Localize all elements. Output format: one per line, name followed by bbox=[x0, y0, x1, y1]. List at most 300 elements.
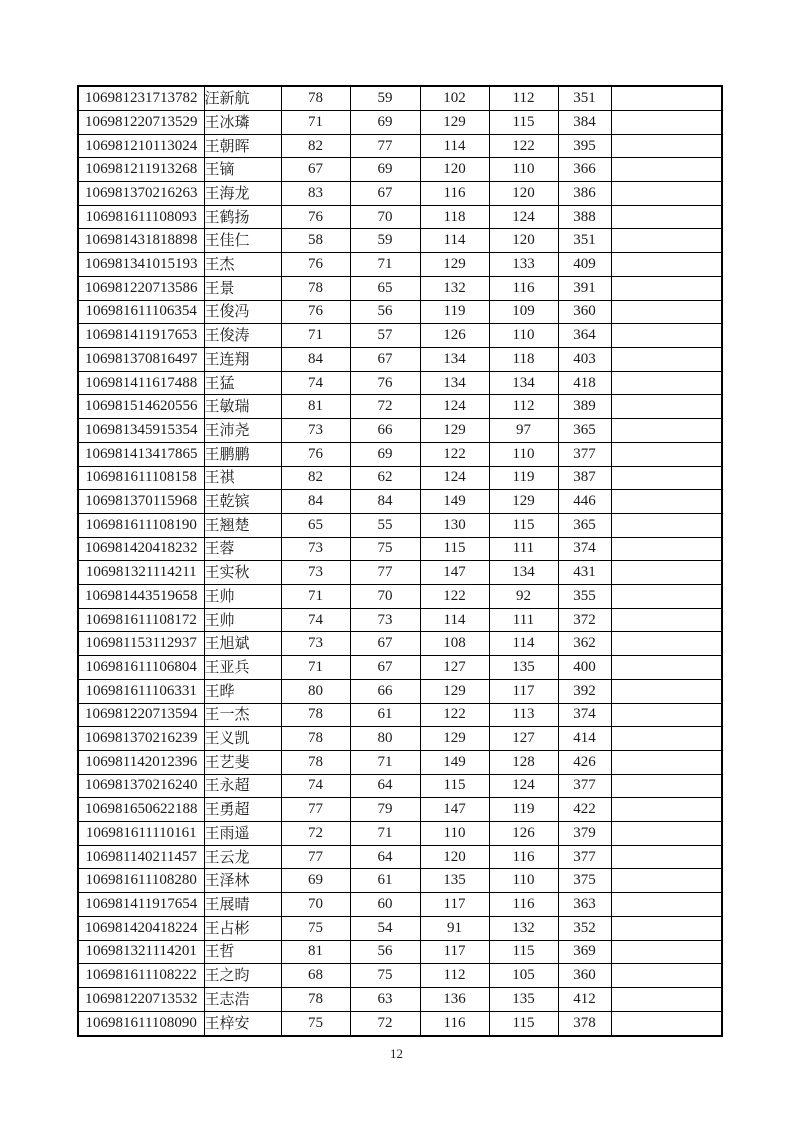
score-2-cell: 79 bbox=[350, 798, 420, 822]
name-cell: 王一杰 bbox=[204, 703, 281, 727]
candidate-id-cell: 106981611108158 bbox=[78, 466, 204, 490]
notes-cell bbox=[611, 916, 722, 940]
score-1-cell: 84 bbox=[281, 347, 350, 371]
name-cell: 王敏瑞 bbox=[204, 395, 281, 419]
name-cell: 王勇超 bbox=[204, 798, 281, 822]
score-4-cell: 110 bbox=[489, 869, 558, 893]
score-2-cell: 63 bbox=[350, 987, 420, 1011]
score-2-cell: 70 bbox=[350, 585, 420, 609]
notes-cell bbox=[611, 822, 722, 846]
name-cell: 王占彬 bbox=[204, 916, 281, 940]
notes-cell bbox=[611, 750, 722, 774]
score-4-cell: 112 bbox=[489, 395, 558, 419]
score-3-cell: 149 bbox=[420, 750, 489, 774]
name-cell: 王海龙 bbox=[204, 182, 281, 206]
total-cell: 375 bbox=[558, 869, 611, 893]
score-2-cell: 72 bbox=[350, 395, 420, 419]
total-cell: 351 bbox=[558, 229, 611, 253]
table-row bbox=[78, 656, 722, 680]
score-3-cell: 114 bbox=[420, 134, 489, 158]
total-cell: 426 bbox=[558, 750, 611, 774]
candidate-id-cell: 106981370816497 bbox=[78, 347, 204, 371]
score-4-cell: 122 bbox=[489, 134, 558, 158]
notes-cell bbox=[611, 774, 722, 798]
table-row bbox=[78, 182, 722, 206]
candidate-id-cell: 106981611110161 bbox=[78, 822, 204, 846]
score-2-cell: 60 bbox=[350, 893, 420, 917]
candidate-id-cell: 106981611108090 bbox=[78, 1011, 204, 1036]
table-row bbox=[78, 513, 722, 537]
table-row bbox=[78, 110, 722, 134]
table-row bbox=[78, 845, 722, 869]
name-cell: 王帅 bbox=[204, 608, 281, 632]
score-1-cell: 84 bbox=[281, 490, 350, 514]
score-1-cell: 83 bbox=[281, 182, 350, 206]
notes-cell bbox=[611, 632, 722, 656]
candidate-id-cell: 106981370115968 bbox=[78, 490, 204, 514]
candidate-id-cell: 106981514620556 bbox=[78, 395, 204, 419]
score-2-cell: 61 bbox=[350, 869, 420, 893]
score-3-cell: 117 bbox=[420, 893, 489, 917]
candidate-id-cell: 106981142012396 bbox=[78, 750, 204, 774]
notes-cell bbox=[611, 608, 722, 632]
total-cell: 377 bbox=[558, 774, 611, 798]
name-cell: 王朝晖 bbox=[204, 134, 281, 158]
candidate-id-cell: 106981411917654 bbox=[78, 893, 204, 917]
score-1-cell: 73 bbox=[281, 419, 350, 443]
total-cell: 374 bbox=[558, 703, 611, 727]
name-cell: 王永超 bbox=[204, 774, 281, 798]
notes-cell bbox=[611, 798, 722, 822]
total-cell: 366 bbox=[558, 158, 611, 182]
score-1-cell: 76 bbox=[281, 300, 350, 324]
name-cell: 王蓉 bbox=[204, 537, 281, 561]
score-3-cell: 136 bbox=[420, 987, 489, 1011]
table-row bbox=[78, 490, 722, 514]
score-2-cell: 62 bbox=[350, 466, 420, 490]
score-1-cell: 74 bbox=[281, 371, 350, 395]
score-3-cell: 110 bbox=[420, 822, 489, 846]
score-2-cell: 76 bbox=[350, 371, 420, 395]
score-3-cell: 115 bbox=[420, 537, 489, 561]
score-1-cell: 75 bbox=[281, 1011, 350, 1036]
table-row bbox=[78, 774, 722, 798]
score-2-cell: 64 bbox=[350, 845, 420, 869]
candidate-id-cell: 106981611108093 bbox=[78, 205, 204, 229]
score-4-cell: 92 bbox=[489, 585, 558, 609]
score-4-cell: 128 bbox=[489, 750, 558, 774]
notes-cell bbox=[611, 419, 722, 443]
name-cell: 王哲 bbox=[204, 940, 281, 964]
score-4-cell: 124 bbox=[489, 205, 558, 229]
score-4-cell: 134 bbox=[489, 371, 558, 395]
candidate-id-cell: 106981411617488 bbox=[78, 371, 204, 395]
score-1-cell: 80 bbox=[281, 679, 350, 703]
score-3-cell: 129 bbox=[420, 253, 489, 277]
score-4-cell: 124 bbox=[489, 774, 558, 798]
score-1-cell: 77 bbox=[281, 845, 350, 869]
score-2-cell: 77 bbox=[350, 134, 420, 158]
score-4-cell: 111 bbox=[489, 608, 558, 632]
table-row bbox=[78, 229, 722, 253]
score-4-cell: 110 bbox=[489, 442, 558, 466]
candidate-id-cell: 106981413417865 bbox=[78, 442, 204, 466]
score-4-cell: 116 bbox=[489, 893, 558, 917]
name-cell: 王之昀 bbox=[204, 964, 281, 988]
name-cell: 王俊涛 bbox=[204, 324, 281, 348]
table-row bbox=[78, 324, 722, 348]
score-4-cell: 115 bbox=[489, 1011, 558, 1036]
score-4-cell: 119 bbox=[489, 466, 558, 490]
score-2-cell: 59 bbox=[350, 229, 420, 253]
total-cell: 422 bbox=[558, 798, 611, 822]
score-4-cell: 127 bbox=[489, 727, 558, 751]
score-1-cell: 77 bbox=[281, 798, 350, 822]
score-1-cell: 76 bbox=[281, 253, 350, 277]
score-1-cell: 78 bbox=[281, 86, 350, 110]
total-cell: 360 bbox=[558, 964, 611, 988]
candidate-id-cell: 106981370216239 bbox=[78, 727, 204, 751]
candidate-id-cell: 106981211913268 bbox=[78, 158, 204, 182]
table-row bbox=[78, 442, 722, 466]
name-cell: 王鹤扬 bbox=[204, 205, 281, 229]
score-1-cell: 70 bbox=[281, 893, 350, 917]
candidate-id-cell: 106981220713594 bbox=[78, 703, 204, 727]
table-row bbox=[78, 561, 722, 585]
table-row bbox=[78, 585, 722, 609]
score-4-cell: 132 bbox=[489, 916, 558, 940]
total-cell: 414 bbox=[558, 727, 611, 751]
total-cell: 387 bbox=[558, 466, 611, 490]
notes-cell bbox=[611, 490, 722, 514]
notes-cell bbox=[611, 300, 722, 324]
candidate-id-cell: 106981220713529 bbox=[78, 110, 204, 134]
score-3-cell: 129 bbox=[420, 419, 489, 443]
notes-cell bbox=[611, 86, 722, 110]
score-1-cell: 73 bbox=[281, 537, 350, 561]
score-2-cell: 67 bbox=[350, 656, 420, 680]
table-row bbox=[78, 964, 722, 988]
score-2-cell: 56 bbox=[350, 300, 420, 324]
score-1-cell: 78 bbox=[281, 703, 350, 727]
table-row bbox=[78, 987, 722, 1011]
table-row bbox=[78, 940, 722, 964]
candidate-id-cell: 106981420418232 bbox=[78, 537, 204, 561]
score-3-cell: 119 bbox=[420, 300, 489, 324]
notes-cell bbox=[611, 561, 722, 585]
candidate-id-cell: 106981420418224 bbox=[78, 916, 204, 940]
candidate-id-cell: 106981231713782 bbox=[78, 86, 204, 110]
score-1-cell: 71 bbox=[281, 110, 350, 134]
notes-cell bbox=[611, 347, 722, 371]
total-cell: 409 bbox=[558, 253, 611, 277]
total-cell: 377 bbox=[558, 442, 611, 466]
candidate-id-cell: 106981650622188 bbox=[78, 798, 204, 822]
candidate-id-cell: 106981611108172 bbox=[78, 608, 204, 632]
table-row bbox=[78, 869, 722, 893]
score-1-cell: 78 bbox=[281, 727, 350, 751]
score-3-cell: 116 bbox=[420, 1011, 489, 1036]
score-1-cell: 65 bbox=[281, 513, 350, 537]
score-1-cell: 58 bbox=[281, 229, 350, 253]
notes-cell bbox=[611, 964, 722, 988]
notes-cell bbox=[611, 442, 722, 466]
name-cell: 王帅 bbox=[204, 585, 281, 609]
score-1-cell: 72 bbox=[281, 822, 350, 846]
score-1-cell: 76 bbox=[281, 442, 350, 466]
notes-cell bbox=[611, 205, 722, 229]
table-row bbox=[78, 371, 722, 395]
score-3-cell: 135 bbox=[420, 869, 489, 893]
score-3-cell: 102 bbox=[420, 86, 489, 110]
notes-cell bbox=[611, 158, 722, 182]
total-cell: 412 bbox=[558, 987, 611, 1011]
notes-cell bbox=[611, 727, 722, 751]
table-row bbox=[78, 537, 722, 561]
total-cell: 384 bbox=[558, 110, 611, 134]
name-cell: 王翘楚 bbox=[204, 513, 281, 537]
notes-cell bbox=[611, 585, 722, 609]
score-4-cell: 111 bbox=[489, 537, 558, 561]
candidate-id-cell: 106981153112937 bbox=[78, 632, 204, 656]
score-2-cell: 66 bbox=[350, 679, 420, 703]
name-cell: 王实秋 bbox=[204, 561, 281, 585]
score-3-cell: 129 bbox=[420, 727, 489, 751]
name-cell: 王鹏鹏 bbox=[204, 442, 281, 466]
score-2-cell: 65 bbox=[350, 276, 420, 300]
score-4-cell: 116 bbox=[489, 276, 558, 300]
total-cell: 372 bbox=[558, 608, 611, 632]
score-1-cell: 76 bbox=[281, 205, 350, 229]
score-2-cell: 67 bbox=[350, 632, 420, 656]
name-cell: 王佳仁 bbox=[204, 229, 281, 253]
candidate-id-cell: 106981370216240 bbox=[78, 774, 204, 798]
name-cell: 王雨遥 bbox=[204, 822, 281, 846]
name-cell: 王镝 bbox=[204, 158, 281, 182]
score-2-cell: 66 bbox=[350, 419, 420, 443]
score-1-cell: 73 bbox=[281, 632, 350, 656]
name-cell: 王乾镔 bbox=[204, 490, 281, 514]
score-3-cell: 149 bbox=[420, 490, 489, 514]
score-4-cell: 133 bbox=[489, 253, 558, 277]
score-3-cell: 129 bbox=[420, 679, 489, 703]
score-3-cell: 91 bbox=[420, 916, 489, 940]
score-4-cell: 120 bbox=[489, 229, 558, 253]
total-cell: 386 bbox=[558, 182, 611, 206]
table-row bbox=[78, 750, 722, 774]
score-2-cell: 77 bbox=[350, 561, 420, 585]
table-row bbox=[78, 608, 722, 632]
score-4-cell: 115 bbox=[489, 513, 558, 537]
page-number: 12 bbox=[390, 1046, 403, 1061]
score-1-cell: 82 bbox=[281, 134, 350, 158]
notes-cell bbox=[611, 182, 722, 206]
score-2-cell: 73 bbox=[350, 608, 420, 632]
total-cell: 377 bbox=[558, 845, 611, 869]
total-cell: 392 bbox=[558, 679, 611, 703]
score-3-cell: 114 bbox=[420, 229, 489, 253]
score-2-cell: 69 bbox=[350, 110, 420, 134]
score-1-cell: 75 bbox=[281, 916, 350, 940]
table-row bbox=[78, 1011, 722, 1036]
score-3-cell: 114 bbox=[420, 608, 489, 632]
table-row bbox=[78, 86, 722, 110]
notes-cell bbox=[611, 987, 722, 1011]
score-4-cell: 110 bbox=[489, 158, 558, 182]
score-3-cell: 134 bbox=[420, 347, 489, 371]
table-row bbox=[78, 703, 722, 727]
score-2-cell: 80 bbox=[350, 727, 420, 751]
score-4-cell: 115 bbox=[489, 940, 558, 964]
score-1-cell: 67 bbox=[281, 158, 350, 182]
notes-cell bbox=[611, 324, 722, 348]
score-3-cell: 124 bbox=[420, 395, 489, 419]
score-3-cell: 129 bbox=[420, 110, 489, 134]
score-4-cell: 118 bbox=[489, 347, 558, 371]
notes-cell bbox=[611, 134, 722, 158]
total-cell: 352 bbox=[558, 916, 611, 940]
table-row bbox=[78, 679, 722, 703]
name-cell: 王旭斌 bbox=[204, 632, 281, 656]
notes-cell bbox=[611, 703, 722, 727]
score-3-cell: 120 bbox=[420, 158, 489, 182]
total-cell: 446 bbox=[558, 490, 611, 514]
total-cell: 395 bbox=[558, 134, 611, 158]
candidate-id-cell: 106981411917653 bbox=[78, 324, 204, 348]
notes-cell bbox=[611, 276, 722, 300]
score-2-cell: 67 bbox=[350, 347, 420, 371]
notes-cell bbox=[611, 845, 722, 869]
table-row bbox=[78, 822, 722, 846]
name-cell: 王祺 bbox=[204, 466, 281, 490]
table-row bbox=[78, 893, 722, 917]
total-cell: 363 bbox=[558, 893, 611, 917]
score-table-body bbox=[78, 86, 722, 1036]
score-4-cell: 119 bbox=[489, 798, 558, 822]
score-4-cell: 117 bbox=[489, 679, 558, 703]
total-cell: 391 bbox=[558, 276, 611, 300]
candidate-id-cell: 106981220713586 bbox=[78, 276, 204, 300]
notes-cell bbox=[611, 513, 722, 537]
notes-cell bbox=[611, 869, 722, 893]
total-cell: 379 bbox=[558, 822, 611, 846]
candidate-id-cell: 106981341015193 bbox=[78, 253, 204, 277]
score-2-cell: 71 bbox=[350, 750, 420, 774]
notes-cell bbox=[611, 679, 722, 703]
score-4-cell: 120 bbox=[489, 182, 558, 206]
score-1-cell: 78 bbox=[281, 276, 350, 300]
total-cell: 355 bbox=[558, 585, 611, 609]
score-1-cell: 68 bbox=[281, 964, 350, 988]
name-cell: 王梓安 bbox=[204, 1011, 281, 1036]
notes-cell bbox=[611, 656, 722, 680]
score-2-cell: 71 bbox=[350, 822, 420, 846]
name-cell: 王冰璘 bbox=[204, 110, 281, 134]
score-3-cell: 147 bbox=[420, 798, 489, 822]
score-3-cell: 124 bbox=[420, 466, 489, 490]
score-1-cell: 81 bbox=[281, 940, 350, 964]
score-2-cell: 69 bbox=[350, 158, 420, 182]
notes-cell bbox=[611, 893, 722, 917]
name-cell: 王艺斐 bbox=[204, 750, 281, 774]
notes-cell bbox=[611, 371, 722, 395]
score-4-cell: 113 bbox=[489, 703, 558, 727]
notes-cell bbox=[611, 1011, 722, 1036]
table-row bbox=[78, 134, 722, 158]
total-cell: 418 bbox=[558, 371, 611, 395]
candidate-id-cell: 106981611106804 bbox=[78, 656, 204, 680]
score-4-cell: 110 bbox=[489, 324, 558, 348]
name-cell: 王云龙 bbox=[204, 845, 281, 869]
score-1-cell: 82 bbox=[281, 466, 350, 490]
score-1-cell: 78 bbox=[281, 750, 350, 774]
total-cell: 351 bbox=[558, 86, 611, 110]
score-3-cell: 127 bbox=[420, 656, 489, 680]
score-1-cell: 69 bbox=[281, 869, 350, 893]
candidate-id-cell: 106981611108190 bbox=[78, 513, 204, 537]
name-cell: 王泽林 bbox=[204, 869, 281, 893]
score-3-cell: 118 bbox=[420, 205, 489, 229]
candidate-id-cell: 106981611108222 bbox=[78, 964, 204, 988]
score-3-cell: 120 bbox=[420, 845, 489, 869]
score-2-cell: 61 bbox=[350, 703, 420, 727]
name-cell: 王志浩 bbox=[204, 987, 281, 1011]
score-3-cell: 132 bbox=[420, 276, 489, 300]
score-4-cell: 114 bbox=[489, 632, 558, 656]
score-2-cell: 70 bbox=[350, 205, 420, 229]
table-row bbox=[78, 205, 722, 229]
table-row bbox=[78, 727, 722, 751]
candidate-id-cell: 106981611106331 bbox=[78, 679, 204, 703]
score-2-cell: 57 bbox=[350, 324, 420, 348]
candidate-id-cell: 106981140211457 bbox=[78, 845, 204, 869]
score-2-cell: 55 bbox=[350, 513, 420, 537]
score-1-cell: 71 bbox=[281, 324, 350, 348]
score-table bbox=[77, 85, 723, 1037]
name-cell: 王连翔 bbox=[204, 347, 281, 371]
score-2-cell: 56 bbox=[350, 940, 420, 964]
table-row bbox=[78, 158, 722, 182]
score-2-cell: 67 bbox=[350, 182, 420, 206]
name-cell: 王杰 bbox=[204, 253, 281, 277]
score-4-cell: 134 bbox=[489, 561, 558, 585]
score-3-cell: 117 bbox=[420, 940, 489, 964]
notes-cell bbox=[611, 110, 722, 134]
table-row bbox=[78, 419, 722, 443]
total-cell: 360 bbox=[558, 300, 611, 324]
score-1-cell: 71 bbox=[281, 656, 350, 680]
score-4-cell: 116 bbox=[489, 845, 558, 869]
total-cell: 364 bbox=[558, 324, 611, 348]
candidate-id-cell: 106981431818898 bbox=[78, 229, 204, 253]
notes-cell bbox=[611, 466, 722, 490]
score-2-cell: 71 bbox=[350, 253, 420, 277]
score-4-cell: 112 bbox=[489, 86, 558, 110]
score-4-cell: 135 bbox=[489, 987, 558, 1011]
notes-cell bbox=[611, 940, 722, 964]
score-3-cell: 115 bbox=[420, 774, 489, 798]
name-cell: 汪新航 bbox=[204, 86, 281, 110]
candidate-id-cell: 106981345915354 bbox=[78, 419, 204, 443]
notes-cell bbox=[611, 253, 722, 277]
score-3-cell: 134 bbox=[420, 371, 489, 395]
score-2-cell: 84 bbox=[350, 490, 420, 514]
name-cell: 王义凯 bbox=[204, 727, 281, 751]
score-3-cell: 122 bbox=[420, 703, 489, 727]
table-row bbox=[78, 916, 722, 940]
score-1-cell: 74 bbox=[281, 774, 350, 798]
total-cell: 403 bbox=[558, 347, 611, 371]
